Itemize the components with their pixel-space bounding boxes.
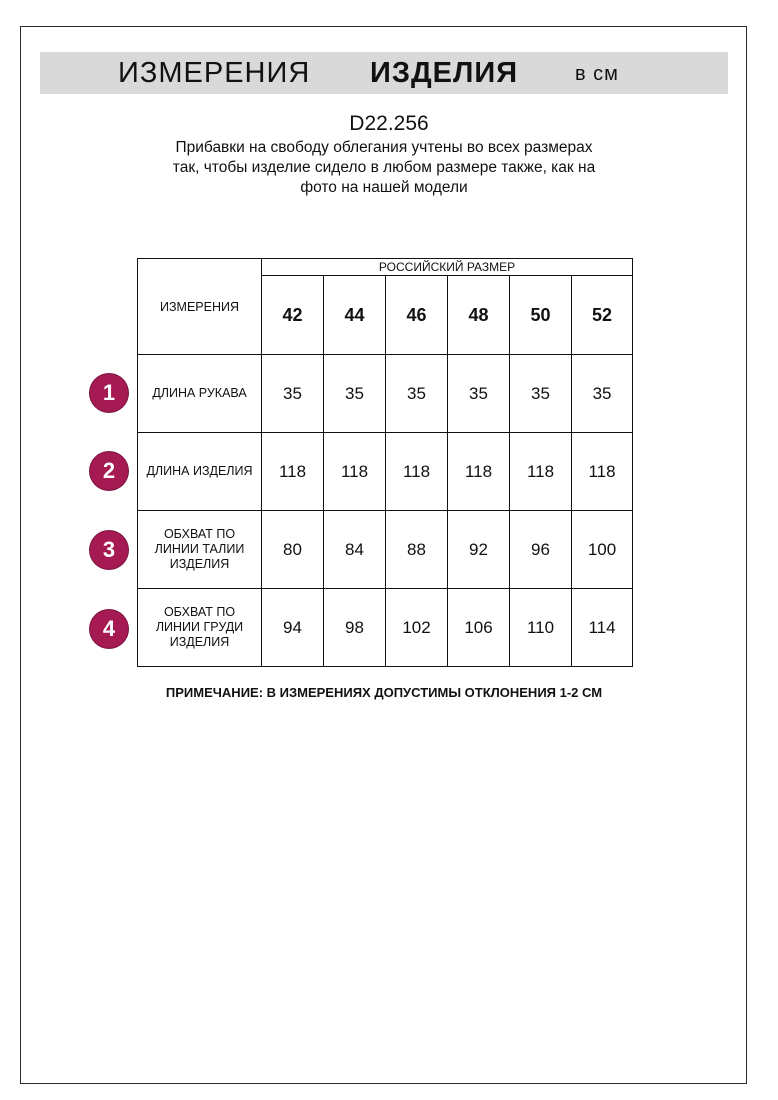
size-header: 44 (324, 276, 386, 355)
title-word-measurements: ИЗМЕРЕНИЯ (118, 57, 311, 89)
measurement-number-badge: 2 (90, 452, 128, 490)
size-header: 52 (572, 276, 633, 355)
table-cell: 110 (510, 589, 572, 667)
fit-description-line: так, чтобы изделие сидело в любом размере также, как на (172, 159, 596, 176)
measurement-number-badge: 4 (90, 610, 128, 648)
table-cell: 100 (572, 511, 633, 589)
table-cell: 80 (262, 511, 324, 589)
tolerance-note: ПРИМЕЧАНИЕ: В ИЗМЕРЕНИЯХ ДОПУСТИМЫ ОТКЛОНЕНИЯ 1-2 СМ (165, 685, 603, 700)
table-cell: 94 (262, 589, 324, 667)
table-cell: 35 (448, 355, 510, 433)
size-header: 46 (386, 276, 448, 355)
row-label: ОБХВАТ ПО ЛИНИИ ГРУДИ ИЗДЕЛИЯ (138, 589, 262, 667)
row-label: ОБХВАТ ПО ЛИНИИ ТАЛИИ ИЗДЕЛИЯ (138, 511, 262, 589)
table-cell: 118 (386, 433, 448, 511)
table-cell: 102 (386, 589, 448, 667)
fit-description-line: Прибавки на свободу облегания учтены во всех размерах (175, 139, 593, 156)
measurement-number-badge: 1 (90, 374, 128, 412)
fit-description (0, 138, 768, 198)
size-header: 48 (448, 276, 510, 355)
row-label: ДЛИНА РУКАВА (138, 355, 262, 433)
title-word-garment: ИЗДЕЛИЯ (370, 57, 519, 89)
row-label: ДЛИНА ИЗДЕЛИЯ (138, 433, 262, 511)
table-cell: 92 (448, 511, 510, 589)
table-cell: 96 (510, 511, 572, 589)
table-cell: 35 (386, 355, 448, 433)
table-cell: 35 (324, 355, 386, 433)
product-code: D22.256 (349, 112, 429, 135)
table-cell: 118 (448, 433, 510, 511)
measurement-number-badge: 3 (90, 531, 128, 569)
table-cell: 118 (324, 433, 386, 511)
table-cell: 118 (262, 433, 324, 511)
size-table (137, 258, 633, 667)
title-unit: в см (575, 63, 619, 85)
table-cell: 98 (324, 589, 386, 667)
table-cell: 35 (262, 355, 324, 433)
table-cell: 35 (510, 355, 572, 433)
measurements-header: ИЗМЕРЕНИЯ (138, 259, 262, 355)
table-row (138, 355, 633, 433)
table-row (138, 589, 633, 667)
table-cell: 35 (572, 355, 633, 433)
table-cell: 118 (572, 433, 633, 511)
fit-description-line: фото на нашей модели (300, 179, 468, 196)
table-cell: 114 (572, 589, 633, 667)
table-row (138, 433, 633, 511)
table-cell: 88 (386, 511, 448, 589)
size-header: 50 (510, 276, 572, 355)
size-header: 42 (262, 276, 324, 355)
table-row (138, 511, 633, 589)
table-cell: 118 (510, 433, 572, 511)
table-cell: 84 (324, 511, 386, 589)
table-cell: 106 (448, 589, 510, 667)
title-banner (40, 52, 728, 94)
russian-size-header: РОССИЙСКИЙ РАЗМЕР (262, 259, 633, 276)
